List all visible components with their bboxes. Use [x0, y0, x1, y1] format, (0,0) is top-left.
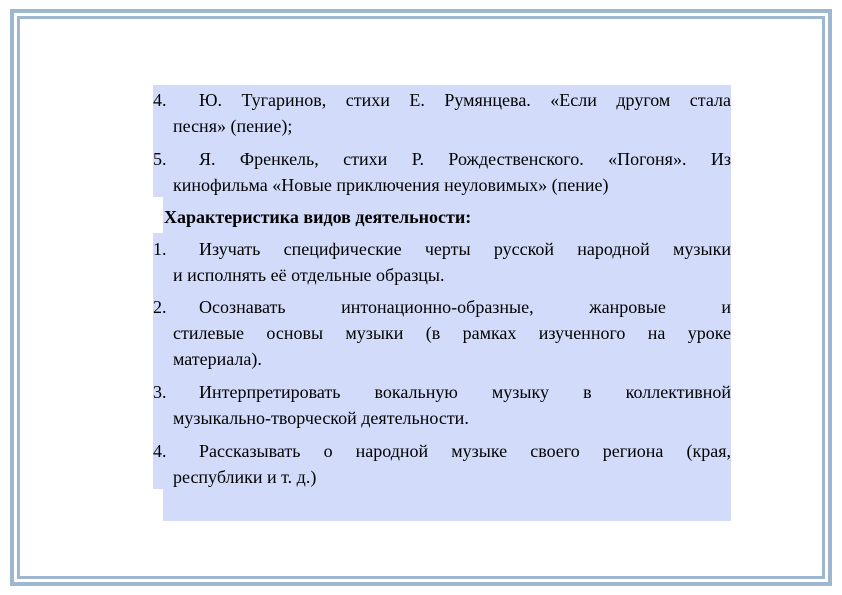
list-item-line: Изучать специфические черты русской народной музыки	[199, 239, 731, 259]
list-item-number: 2.	[153, 297, 167, 317]
list-item	[153, 379, 731, 431]
list-item-line: Рассказывать о народной музыке своего региона (края,	[199, 441, 731, 461]
text-block	[153, 85, 731, 521]
list-item-line: и исполнять её отдельные образцы.	[173, 265, 445, 285]
highlight-band-bottom	[163, 489, 731, 521]
list-item-line: песня» (пение);	[173, 116, 293, 136]
list-item-line: музыкально-творческой деятельности.	[173, 408, 469, 428]
list-item-line: Я. Френкель, стихи Р. Рождественского. «Погоня». Из	[199, 149, 731, 169]
list-item-number: 4.	[153, 90, 167, 110]
list-item-line: республики и т. д.)	[173, 467, 317, 487]
section-heading-row	[153, 204, 731, 230]
list-item-number: 4.	[153, 441, 167, 461]
list-item-line: стилевые основы музыки (в рамках изученного на уроке	[173, 323, 731, 343]
section-heading: Характеристика видов деятельности:	[164, 207, 472, 227]
list-item-line: кинофильма «Новые приключения неуловимых» (пение)	[173, 175, 609, 195]
list-item	[153, 438, 731, 490]
list-item-number: 1.	[153, 239, 167, 259]
list-item	[153, 87, 731, 139]
list-item-number: 3.	[153, 382, 167, 402]
list-item-number: 5.	[153, 149, 167, 169]
list-item	[153, 146, 731, 198]
list-item-line: Осознавать интонационно-образные, жанровые и	[199, 297, 731, 317]
list-item	[153, 236, 731, 288]
list-item-line: Интерпретировать вокальную музыку в коллективной	[199, 382, 731, 402]
list-item	[153, 294, 731, 372]
list-item-line: Ю. Тугаринов, стихи Е. Румянцева. «Если другом стала	[199, 90, 731, 110]
list-item-line: материала).	[173, 349, 262, 369]
